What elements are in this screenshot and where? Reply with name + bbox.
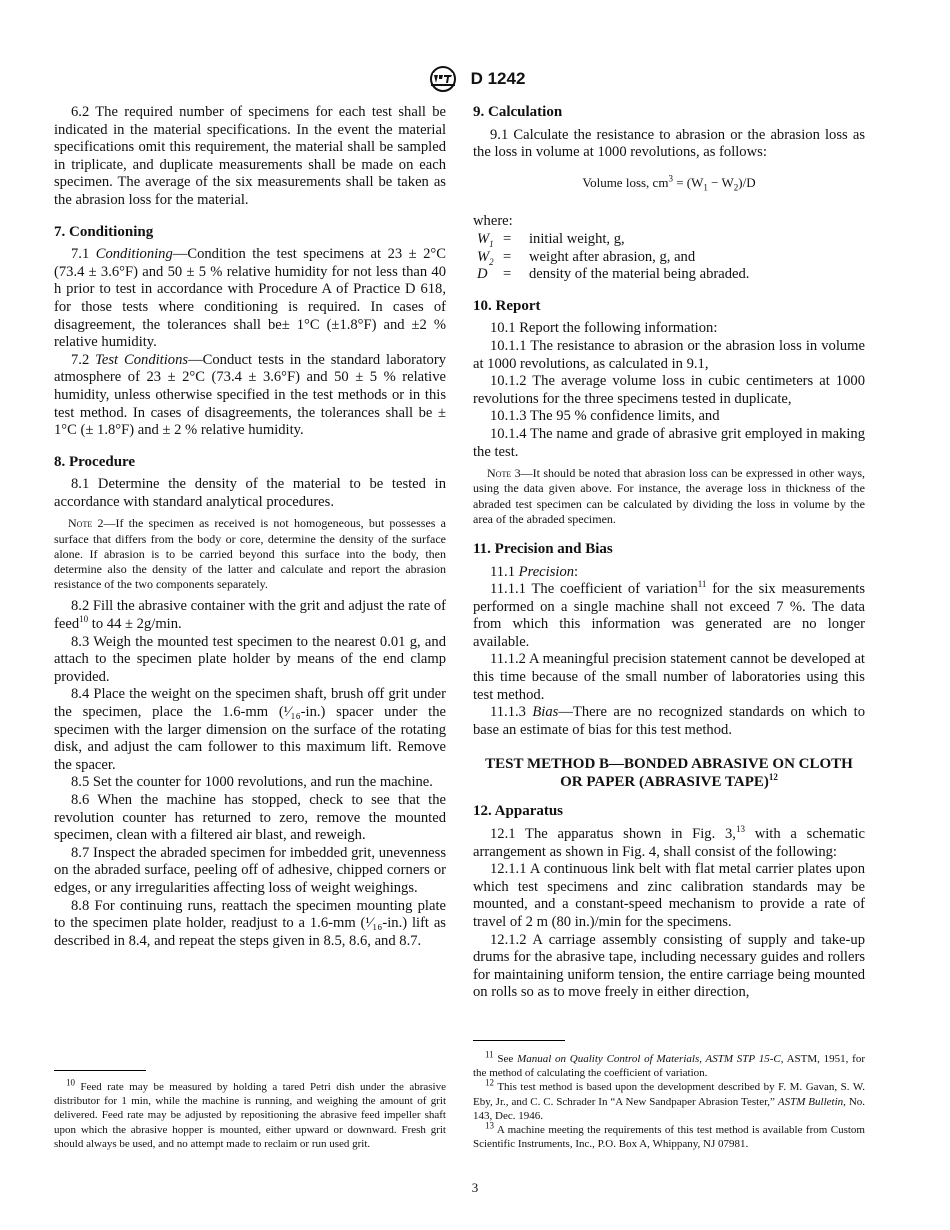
footnote-10: $^{10}$ Feed rate may be measured by holding a tared Petri dish under the abrasive distributor for 1 min, while the machine is running, and weighing the amount of grit delivered. Feed rate may be adjusted by repositioning the abrasive feed impeller shaft upon which the abrasive hopper is mounted, either upward or downward. Fresh grit should always be used, and no attempt made to reclaim or run used grit.: [54, 1077, 446, 1150]
footnote-13: $^{13}$ A machine meeting the requirements of this test method is available from Custom Scientific Instruments, Inc., P.O. Box A, Whippany, NJ 07981.: [473, 1120, 865, 1151]
page-header: [0, 64, 950, 94]
paragraph-7-2: 7.2 Test Conditions—Conduct tests in the standard laboratory atmosphere of 23 ± 2°C (73.4 ± 3.6°F) and 50 ± 5 % relative humidity, unless otherwise specified in the test methods or in this test method. In cases of disagreements, the tolerances shall be ± 1°C (± 1.8°F) and ± 2 % relative humidity.: [54, 351, 447, 439]
section-heading-calculation: 9. Calculation: [473, 104, 563, 120]
definition-row: D = density of the material being abraded.: [477, 266, 750, 283]
footnote-ref-13: 13: [735, 824, 745, 835]
paragraph-11-1-1: 11.1.1 The coefficient of variation$^{11}$ for the six measurements performed on a single machine shall not exceed 7 %. The data from which this information was generated are no longer available.: [473, 579, 865, 650]
footnote-divider-right: [473, 1040, 565, 1041]
where-label: where:: [473, 213, 513, 230]
paragraph-8-1: 8.1 Determine the density of the material to be tested in accordance with standard analytical procedures.: [54, 476, 446, 510]
note-3: Note 3—It should be noted that abrasion loss can be expressed in other ways, using the data given above. For instance, the average loss in thickness of the abraded test specimen can be calculated by dividing the loss in volume by the area of the abraded specimen.: [473, 466, 865, 526]
paragraph-8-2: 8.2 Fill the abrasive container with the grit and adjust the rate of feed$^{10}$ to 44 ± 2g/min.: [54, 598, 446, 633]
paragraph-7-1: 7.1 Conditioning—Condition the test specimens at 23 ± 2°C (73.4 ± 3.6°F) and 50 ± 5 % relative humidity for not less than 40 h prior to test in accordance with Procedure A of Practice D 618, for those tests where conditioning is required. In cases of disagreement, the tolerances shall be± 1°C (±1.8°F) and ±2 % relative humidity.: [54, 246, 447, 351]
astm-logo-icon: [425, 64, 461, 94]
page-number: 3: [471, 1180, 479, 1195]
paragraph-8-4: 8.4 Place the weight on the specimen shaft, brush off grit under the specimen, place the 1.6-mm (¹⁄₁₆-in.) spacer under the specimen with the larger dimension on the surface of the rotating disk, and adjust the cam follower to this maximum lift. Remove the spacer.: [54, 686, 446, 773]
paragraph-11-1: 11.1 Precision:: [490, 563, 579, 580]
paragraph-10-1-3: 10.1.3 The 95 % confidence limits, and: [490, 408, 720, 425]
paragraph-8-6: 8.6 When the machine has stopped, check to see that the revolution counter has returned to zero, remove the mounted specimen, clean with a filtered air blast, and reweigh.: [54, 792, 446, 844]
paragraph-12-1: 12.1 The apparatus shown in Fig. 3,13 with a schematic arrangement as shown in Fig. 4, shall consist of the following:: [473, 824, 865, 860]
section-heading-report: 10. Report: [473, 297, 541, 314]
volume-loss-equation: Volume loss, $cm^3 = (W_1 - W_2)/D$: [582, 173, 756, 193]
test-method-b-heading: TEST METHOD B—BONDED ABRASIVE ON CLOTH OR PAPER (ABRASIVE TAPE)$^{12}$: [485, 756, 853, 791]
section-heading-apparatus: 12. Apparatus: [473, 803, 564, 820]
paragraph-9-1: 9.1 Calculate the resistance to abrasion or the abrasion loss as the loss in volume at 1000 revolutions, as follows:: [473, 126, 865, 161]
variable-definitions: [473, 231, 749, 284]
paragraph-10-1-4: 10.1.4 The name and grade of abrasive grit employed in making the test.: [473, 425, 865, 460]
paragraph-10-1: 10.1 Report the following information:: [490, 320, 718, 337]
section-heading-procedure: 8. Procedure: [54, 453, 136, 470]
paragraph-6-2: 6.2 The required number of specimens for each test shall be indicated in the material specifications. In the event the material specifications omit this requirement, the material shall be sampled in triplicate, and duplicate measurements shall be made on each specimen. The average of the six measurements shall be taken as the abrasion loss for the material.: [54, 104, 446, 208]
document-designation: D 1242: [470, 69, 526, 88]
definition-row: $W_1$ = initial weight, g,: [477, 230, 625, 249]
footnotes-right: [473, 1049, 866, 1151]
paragraph-8-3: 8.3 Weigh the mounted test specimen to the nearest 0.01 g, and attach to the specimen plate holder by means of the end clamp provided.: [54, 633, 446, 685]
definition-row: $W_2$ = weight after abrasion, g, and: [477, 248, 696, 267]
footnote-11: $^{11}$ See Manual on Quality Control of Materials, ASTM STP 15-C, ASTM, 1951, for the method of calculating the coefficient of variation.: [473, 1049, 866, 1080]
left-column: [54, 104, 446, 950]
paragraph-8-8: 8.8 For continuing runs, reattach the specimen mounting plate to the specimen plate holder, readjust to a 1.6-mm (¹⁄₁₆-in.) lift as described in 8.4, and repeat the steps given in 8.5, 8.6, and 8.7.: [54, 897, 446, 949]
footnote-ref-11: 11: [697, 579, 707, 590]
section-heading-conditioning: 7. Conditioning: [54, 223, 154, 240]
note-2: Note 2—If the specimen as received is not homogeneous, but possesses a surface that differs from the body or core, determine the density of the surface alone. If abrasion is to be carried beyond this surface into the body, then determine also the density of the latter and calculate and report the abrasion resistance of the two components separately.: [54, 516, 446, 592]
paragraph-12-1-1: 12.1.1 A continuous link belt with flat metal carrier plates upon which test specimens and zinc calibration standards may be mounted, and a constant-speed mechanism to provide a rate of travel of 2 m (80 in.)/min for the specimens.: [473, 861, 865, 930]
footnote-divider-left: [54, 1070, 146, 1071]
right-column: [473, 104, 865, 1002]
paragraph-11-1-3: 11.1.3 Bias—There are no recognized standards on which to base an estimate of bias for this test method.: [473, 704, 865, 738]
footnotes-left: [54, 1077, 446, 1151]
paragraph-10-1-2: 10.1.2 The average volume loss in cubic centimeters at 1000 revolutions for the three specimens tested in duplicate,: [473, 373, 865, 407]
paragraph-8-5: 8.5 Set the counter for 1000 revolutions, and run the machine.: [71, 774, 433, 791]
footnote-12: $^{12}$ This test method is based upon the development described by F. M. Gavan, S. W. Eby, Jr., and C. C. Schrader In “A New Sandpaper Abrasion Tester,” ASTM Bulletin, No. 143, Dec. 1946.: [473, 1077, 866, 1122]
footnote-ref-12: 12: [768, 772, 778, 783]
footnote-ref-10: 10: [79, 614, 89, 625]
paragraph-8-7: 8.7 Inspect the abraded specimen for imbedded grit, unevenness on the abraded surface, peeling off of adhesive, chipped corners or edges, or any irregularities affecting loss of weight weighings.: [54, 844, 446, 896]
paragraph-11-1-2: 11.1.2 A meaningful precision statement cannot be developed at this time because of the small number of laboratories using this test method.: [473, 651, 865, 703]
section-heading-precision-bias: 11. Precision and Bias: [473, 540, 613, 557]
paragraph-12-1-2: 12.1.2 A carriage assembly consisting of supply and take-up drums for the abrasive tape, including necessary guides and rollers for maintaining uniform tension, the entire carriage being mounted on rolls so as to move freely in either direction,: [473, 931, 865, 1001]
paragraph-10-1-1: 10.1.1 The resistance to abrasion or the abrasion loss in volume at 1000 revolutions, as calculated in 9.1,: [473, 337, 865, 372]
